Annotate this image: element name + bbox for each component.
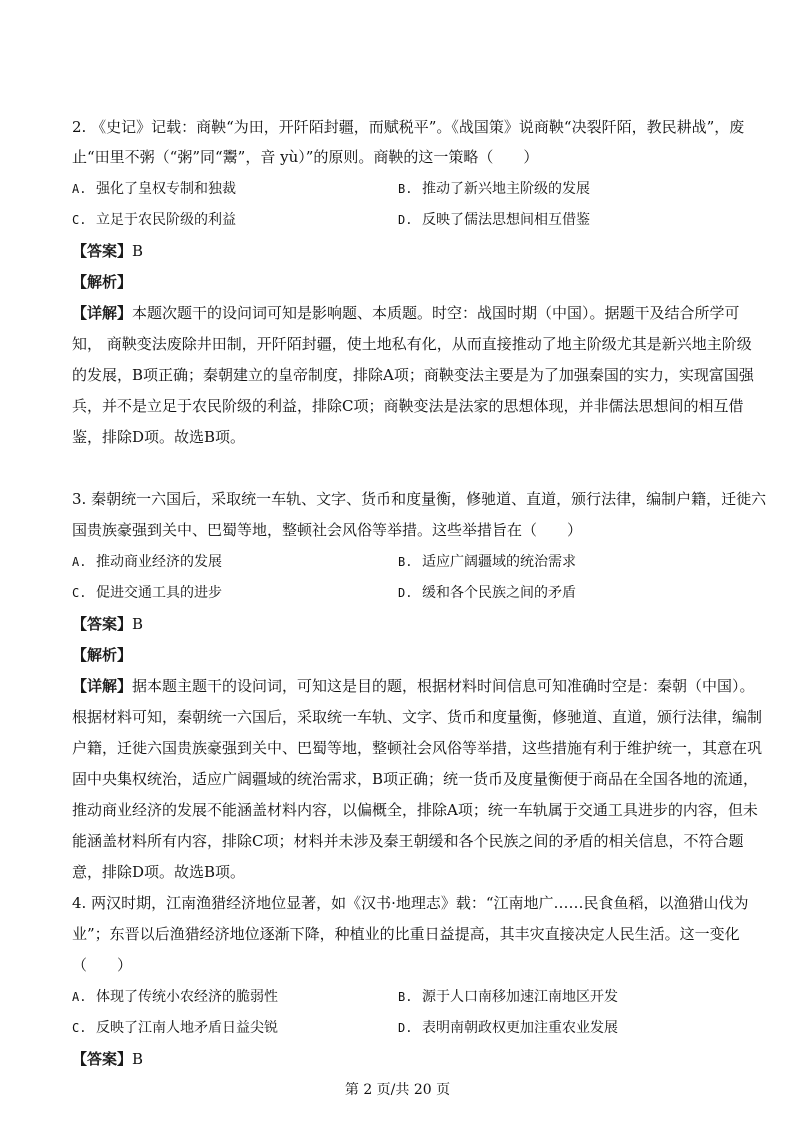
q3-option-b [398, 552, 576, 572]
q3-stem-line-1: 3. 秦朝统一六国后，采取统一车轨、文字、货币和度量衡，修驰道、直道，颁行法律，编制户籍，迁徙六 [72, 490, 767, 508]
q2-analysis-heading [72, 272, 132, 292]
detail-text: 据本题主题干的设问词，可知这是目的题，根据材料时间信息可知准确时空是：秦朝（中国）。 [132, 677, 755, 695]
q4-stem-line-2: 业”；东晋以后渔猎经济地位逐渐下降，种植业的比重日益提高，其丰灾直接决定人民生活。这一变化 [72, 925, 740, 943]
q2-detail-line-2: 知， 商鞅变法废除井田制，开阡陌封疆，使土地私有化，从而直接推动了地主阶级尤其是新兴地主阶级 [72, 335, 752, 353]
option-key: A. [72, 555, 87, 569]
option-key: B. [398, 555, 413, 569]
q4-option-d [398, 1018, 618, 1038]
option-text: 推动了新兴地主阶级的发展 [422, 181, 590, 197]
q4-stem-line-3: （ ） [72, 956, 133, 974]
q4-option-b [398, 987, 618, 1007]
q2-option-d [398, 210, 590, 230]
answer-label: 【答案】 [72, 615, 133, 633]
q2-stem-line-1: 2. 《史记》记载：商鞅“为田，开阡陌封疆，而赋税平”。《战国策》说商鞅“决裂阡陌，教民耕战”，废 [72, 118, 745, 136]
q2-option-b [398, 179, 590, 199]
q2-option-c [72, 210, 236, 230]
q3-detail-line-6: 能涵盖材料所有内容，排除C项；材料并未涉及秦王朝缓和各个民族之间的矛盾的相关信息，不符合题 [72, 832, 744, 850]
q4-option-a [72, 987, 278, 1007]
q4-stem-line-1: 4. 两汉时期，江南渔猎经济地位显著，如《汉书·地理志》载：“江南地广……民食鱼稻，以渔猎山伐为 [72, 894, 749, 912]
option-text: 适应广阔疆域的统治需求 [422, 554, 576, 570]
q3-detail-line-3: 户籍，迁徙六国贵族豪强到关中、巴蜀等地，整顿社会风俗等举措，这些措施有利于维护统一，其意在巩 [72, 739, 763, 757]
option-text: 表明南朝政权更加注重农业发展 [422, 1020, 618, 1036]
answer-value: B [132, 242, 144, 260]
q3-option-c [72, 583, 222, 603]
q4-answer [72, 1049, 143, 1069]
q2-answer [72, 241, 143, 261]
q3-stem-line-2: 国贵族豪强到关中、巴蜀等地，整顿社会风俗等举措。这些举措旨在（ ） [72, 521, 583, 539]
q2-detail-line-3: 的发展，B项正确；秦朝建立的皇帝制度，排除A项；商鞅变法主要是为了加强秦国的实力，实现富国强 [72, 366, 754, 384]
q3-detail-line-5: 推动商业经济的发展不能涵盖材料内容，以偏概全，排除A项；统一车轨属于交通工具进步的内容，但未 [72, 801, 758, 819]
detail-label: 【详解】 [72, 304, 133, 322]
option-key: C. [72, 586, 87, 600]
q3-detail-line-1 [72, 676, 755, 696]
option-key: C. [72, 213, 87, 227]
option-text: 反映了江南人地矛盾日益尖锐 [96, 1020, 278, 1036]
option-key: D. [398, 586, 413, 600]
detail-text: 本题次题干的设问词可知是影响题、本质题。时空：战国时期（中国）。据题干及结合所学可 [132, 304, 740, 322]
option-key: D. [398, 1021, 413, 1035]
q3-option-a [72, 552, 222, 572]
q3-analysis-heading [72, 645, 132, 665]
q4-option-c [72, 1018, 278, 1038]
option-text: 反映了儒法思想间相互借鉴 [422, 212, 590, 228]
option-key: A. [72, 990, 87, 1004]
option-key: D. [398, 213, 413, 227]
answer-value: B [132, 615, 144, 633]
option-text: 促进交通工具的进步 [96, 585, 222, 601]
q3-answer [72, 614, 143, 634]
q3-detail-line-2: 根据材料可知，秦朝统一六国后，采取统一车轨、文字、货币和度量衡，修驰道、直道，颁行法律，编制 [72, 708, 763, 726]
analysis-label: 【解析】 [72, 273, 133, 291]
option-text: 缓和各个民族之间的矛盾 [422, 585, 576, 601]
option-text: 源于人口南移加速江南地区开发 [422, 989, 618, 1005]
q2-detail-line-4: 兵，并不是立足于农民阶级的利益，排除C项；商鞅变法是法家的思想体现，并非儒法思想间的相互借 [72, 397, 744, 415]
option-key: A. [72, 182, 87, 196]
option-text: 体现了传统小农经济的脆弱性 [96, 989, 278, 1005]
option-key: B. [398, 182, 413, 196]
option-key: B. [398, 990, 413, 1004]
q2-detail-line-1 [72, 303, 740, 323]
answer-label: 【答案】 [72, 1050, 133, 1068]
analysis-label: 【解析】 [72, 646, 133, 664]
option-text: 推动商业经济的发展 [96, 554, 222, 570]
option-text: 强化了皇权专制和独裁 [96, 181, 236, 197]
q2-option-a [72, 179, 236, 199]
answer-value: B [132, 1050, 144, 1068]
detail-label: 【详解】 [72, 677, 133, 695]
q2-stem-line-2: 止“田里不粥（“粥”同“鬻”，音 yù）”的原则。商鞅的这一策略（ ） [72, 148, 539, 166]
q2-detail-line-5: 鉴，排除D项。故选B项。 [72, 428, 246, 446]
answer-label: 【答案】 [72, 242, 133, 260]
option-text: 立足于农民阶级的利益 [96, 212, 236, 228]
q3-detail-line-4: 固中央集权统治，适应广阔疆域的统治需求，B项正确；统一货币及度量衡便于商品在全国各地的流通， [72, 770, 759, 788]
q3-detail-line-7: 意，排除D项。故选B项。 [72, 863, 246, 881]
q3-option-d [398, 583, 576, 603]
page-footer: 第 2 页/共 20 页 [344, 1082, 451, 1098]
option-key: C. [72, 1021, 87, 1035]
